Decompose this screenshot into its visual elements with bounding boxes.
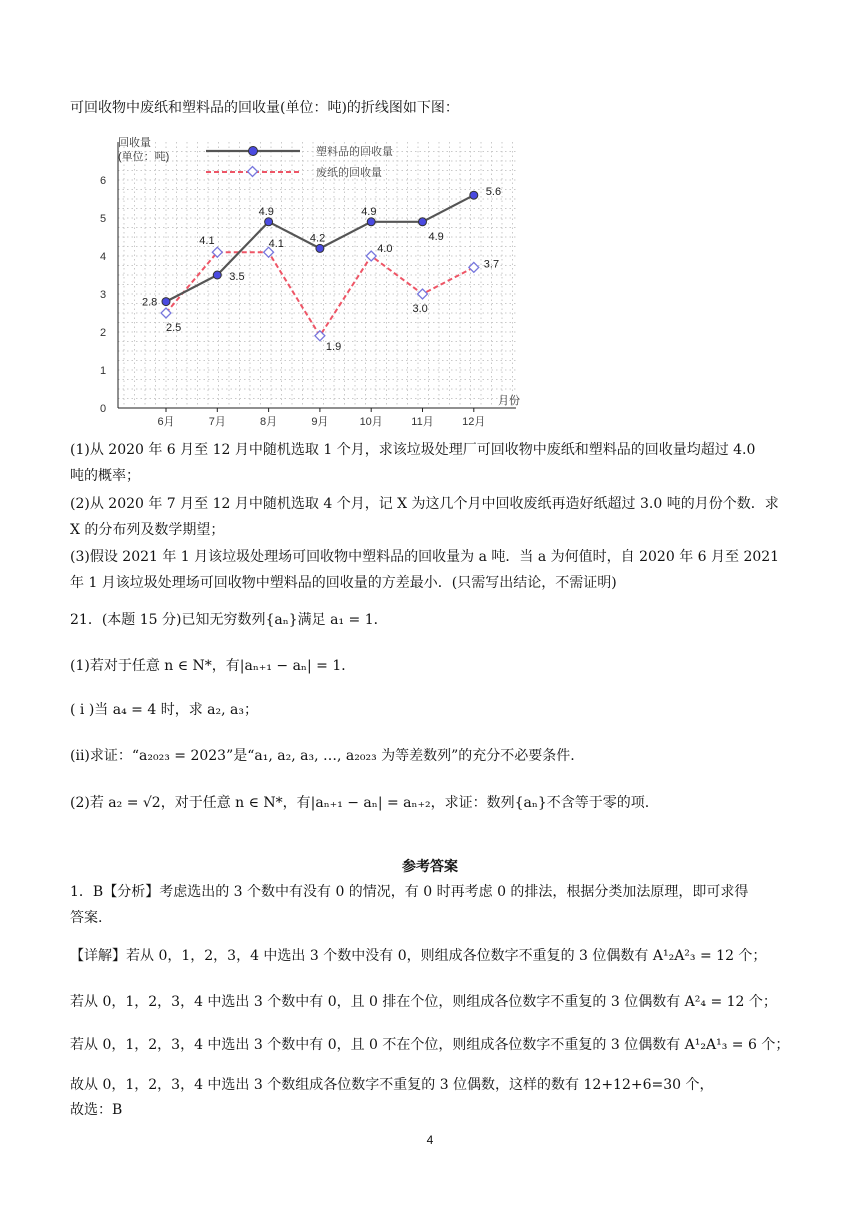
answer-1-detail-1: 【详解】若从 0，1，2，3，4 中选出 3 个数中没有 0，则组成各位数字不重复的 3 位偶数有 A¹₂A²₃ = 12 个； (70, 948, 767, 964)
problem-21-part-2: (2)若 a₂ = √2，对于任意 n ∈ N*，有|aₙ₊₁ − aₙ| = aₙ₊₂，求证：数列{aₙ}不含等于零的项. (70, 795, 650, 811)
data-label-plastic: 4.9 (361, 205, 377, 218)
x-tick-label: 9月 (311, 416, 329, 428)
data-label-paper: 3.0 (412, 303, 428, 315)
y-axis-unit: (单位：吨) (118, 151, 170, 163)
y-tick-label: 0 (100, 403, 107, 415)
y-tick-label: 6 (100, 175, 107, 187)
legend-marker-plastic (249, 147, 258, 156)
x-tick-label: 7月 (208, 416, 226, 428)
data-point-plastic (470, 191, 478, 199)
problem-21-stem: 21．(本题 15 分)已知无穷数列{aₙ}满足 a₁ = 1． (70, 612, 388, 628)
question-3-line-2: 年 1 月该垃圾处理场可回收物中塑料品的回收量的方差最小．(只需写出结论，不需证明) (70, 575, 617, 591)
y-tick-label: 5 (100, 213, 107, 225)
x-tick-label: 12月 (462, 416, 486, 428)
answer-1-analysis-2: 答案. (70, 910, 103, 926)
x-tick-label: 10月 (359, 416, 383, 428)
question-1-line-2: 吨的概率； (70, 468, 140, 484)
answer-heading: 参考答案 (402, 859, 458, 875)
x-tick-label: 6月 (157, 416, 175, 428)
legend-label-plastic: 塑料品的回收量 (316, 146, 393, 158)
data-point-plastic (162, 298, 170, 306)
problem-21-part-1: (1)若对于任意 n ∈ N*，有|aₙ₊₁ − aₙ| = 1． (70, 658, 356, 674)
answer-1-choice: 故选：B (70, 1102, 123, 1118)
x-tick-label: 8月 (260, 416, 278, 428)
page-number: 4 (426, 1133, 434, 1147)
y-tick-label: 4 (100, 251, 107, 263)
problem-21-part-1-i: ( i )当 a₄ = 4 时，求 a₂, a₃； (70, 702, 258, 718)
data-label-plastic: 4.9 (428, 230, 444, 243)
data-label-plastic: 2.8 (142, 296, 158, 309)
data-point-plastic (265, 218, 273, 226)
data-label-plastic: 5.6 (485, 186, 502, 199)
data-point-plastic (367, 218, 375, 226)
question-2-line-1: (2)从 2020 年 7 月至 12 月中随机选取 4 个月，记 X 为这几个月中回收废纸再造好纸超过 3.0 吨的月份个数．求 (70, 496, 779, 512)
x-axis-label: 月份 (498, 395, 520, 407)
y-tick-label: 1 (100, 365, 107, 377)
intro-text: 可回收物中废纸和塑料品的回收量(单位：吨)的折线图如下图： (70, 100, 459, 116)
y-tick-label: 2 (100, 327, 107, 339)
question-2-line-2: X 的分布列及数学期望； (70, 522, 225, 538)
data-label-plastic: 4.9 (258, 205, 274, 218)
data-label-plastic: 3.5 (229, 271, 245, 283)
y-axis-label: 回收量 (118, 137, 151, 149)
y-tick-label: 3 (100, 289, 107, 301)
x-tick-label: 11月 (411, 416, 434, 428)
data-point-plastic (213, 271, 221, 279)
answer-1-analysis: 1．B【分析】考虑选出的 3 个数中有没有 0 的情况，有 0 时再考虑 0 的排法，根据分类加法原理，即可求得 (70, 884, 749, 900)
data-point-plastic (316, 244, 324, 252)
legend-label-paper: 废纸的回收量 (316, 167, 382, 179)
question-3-line-1: (3)假设 2021 年 1 月该垃圾处理场可回收物中塑料品的回收量为 a 吨．当 a 为何值时，自 2020 年 6 月至 2021 (70, 549, 780, 565)
answer-1-detail-2: 若从 0，1，2，3，4 中选出 3 个数中有 0，且 0 排在个位，则组成各位数字不重复的 3 位偶数有 A²₄ = 12 个； (70, 994, 777, 1010)
data-label-paper: 4.1 (268, 238, 284, 251)
data-point-plastic (419, 218, 427, 226)
problem-21-part-1-ii: (ii)求证：“a₂₀₂₃ = 2023”是“a₁, a₂, a₃, …, a₂₀₂₃ 为等差数列”的充分不必要条件. (70, 748, 575, 764)
line-chart (88, 130, 528, 430)
data-label-paper: 2.5 (166, 322, 182, 334)
data-label-paper: 4.1 (199, 235, 215, 248)
data-label-paper: 1.9 (325, 340, 342, 353)
data-label-plastic: 4.2 (309, 232, 326, 245)
question-1-line-1: (1)从 2020 年 6 月至 12 月中随机选取 1 个月，求该垃圾处理厂可回收物中废纸和塑料品的回收量均超过 4.0 (70, 442, 756, 458)
data-label-paper: 4.0 (377, 243, 393, 255)
answer-1-detail-4: 故从 0，1，2，3，4 中选出 3 个数组成各位数字不重复的 3 位偶数，这样的数有 12+12+6=30 个， (70, 1077, 714, 1093)
data-label-paper: 3.7 (483, 258, 500, 271)
answer-1-detail-3: 若从 0，1，2，3，4 中选出 3 个数中有 0，且 0 不在个位，则组成各位数字不重复的 3 位偶数有 A¹₂A¹₃ = 6 个； (70, 1037, 790, 1053)
